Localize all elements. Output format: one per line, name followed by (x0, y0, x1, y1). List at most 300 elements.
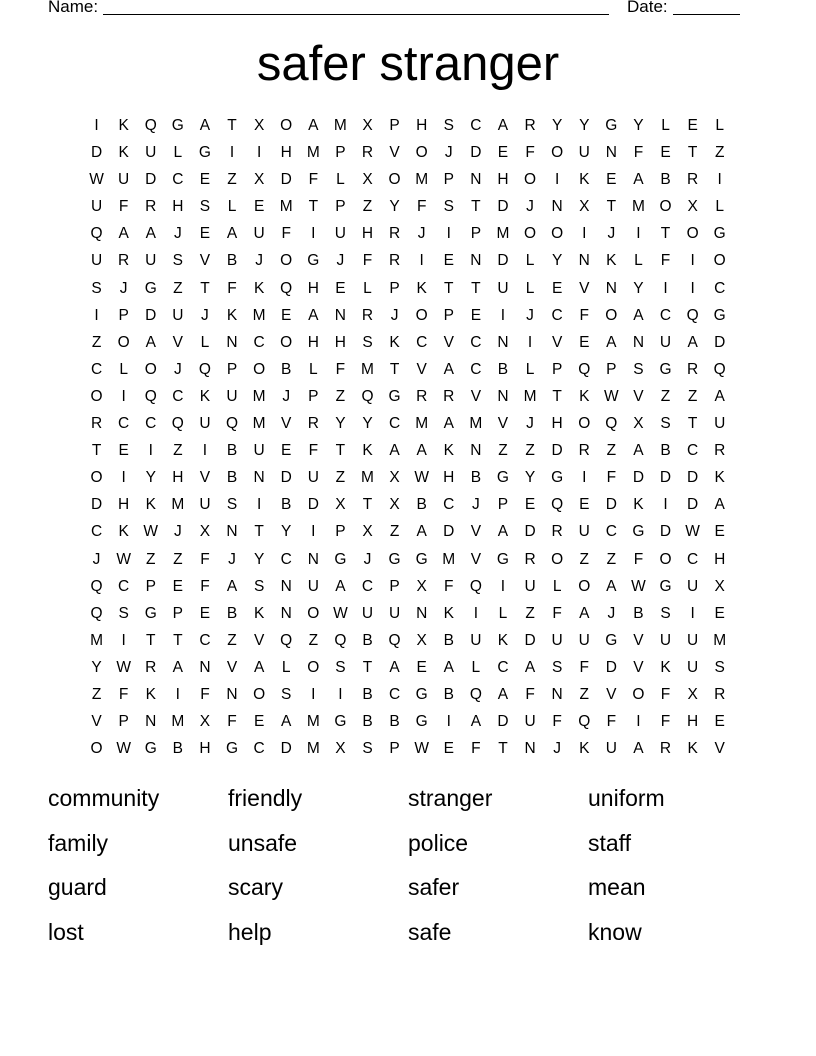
grid-letter[interactable]: U (145, 252, 157, 270)
grid-letter[interactable]: X (362, 117, 373, 134)
grid-letter[interactable]: Z (91, 333, 102, 351)
grid-letter[interactable]: X (389, 469, 400, 487)
grid-letter[interactable]: I (717, 171, 722, 189)
grid-letter[interactable]: Q (171, 415, 184, 433)
grid-letter[interactable]: C (90, 360, 103, 378)
grid-letter[interactable]: N (226, 685, 238, 703)
grid-letter[interactable]: O (551, 225, 564, 243)
grid-letter[interactable]: M (415, 171, 429, 189)
grid-letter[interactable]: I (202, 442, 208, 460)
grid-letter[interactable]: F (118, 198, 129, 216)
grid-letter[interactable]: E (281, 442, 292, 460)
grid-letter[interactable]: M (171, 496, 185, 514)
grid-letter[interactable]: L (525, 279, 535, 297)
grid-letter[interactable]: E (579, 333, 590, 351)
grid-letter[interactable]: U (578, 144, 590, 162)
grid-letter[interactable]: B (470, 469, 482, 487)
grid-letter[interactable]: F (606, 469, 617, 487)
grid-letter[interactable]: E (714, 604, 725, 622)
grid-letter[interactable]: M (713, 631, 727, 649)
grid-letter[interactable]: U (199, 496, 211, 514)
grid-letter[interactable]: Y (579, 117, 590, 134)
grid-letter[interactable]: S (362, 333, 373, 351)
grid-letter[interactable]: D (280, 469, 292, 487)
grid-letter[interactable]: R (443, 387, 455, 405)
grid-letter[interactable]: W (116, 658, 131, 676)
grid-letter[interactable]: A (389, 658, 400, 676)
grid-letter[interactable]: X (416, 577, 427, 595)
grid-letter[interactable]: D (497, 198, 509, 216)
grid-letter[interactable]: G (632, 523, 645, 541)
grid-letter[interactable]: A (633, 171, 644, 189)
grid-letter[interactable]: M (279, 198, 293, 216)
grid-letter[interactable]: S (714, 658, 725, 676)
grid-letter[interactable]: A (335, 577, 346, 595)
grid-letter[interactable]: X (416, 631, 427, 649)
grid-letter[interactable]: I (419, 252, 424, 270)
grid-letter[interactable]: G (415, 685, 428, 703)
grid-letter[interactable]: B (389, 713, 400, 731)
grid-letter[interactable]: A (497, 523, 509, 541)
grid-letter[interactable]: U (659, 631, 672, 649)
grid-letter[interactable]: U (118, 171, 130, 189)
grid-letter[interactable]: K (660, 658, 671, 676)
grid-letter[interactable]: Q (144, 117, 157, 134)
grid-letter[interactable]: Z (579, 685, 589, 703)
grid-letter[interactable]: Y (145, 469, 156, 487)
grid-letter[interactable]: X (579, 198, 590, 216)
grid-letter[interactable]: E (443, 252, 454, 270)
grid-letter[interactable]: E (253, 713, 265, 731)
grid-letter[interactable]: X (335, 496, 346, 514)
grid-letter[interactable]: I (175, 685, 180, 703)
grid-letter[interactable]: P (606, 360, 617, 378)
grid-letter[interactable]: G (713, 306, 726, 324)
grid-letter[interactable]: V (389, 144, 400, 162)
grid-letter[interactable]: G (605, 631, 618, 649)
grid-letter[interactable]: O (90, 740, 103, 758)
grid-letter[interactable]: V (470, 523, 482, 541)
grid-letter[interactable]: C (605, 523, 617, 541)
grid-letter[interactable]: K (579, 740, 590, 758)
grid-letter[interactable]: T (606, 198, 617, 216)
grid-letter[interactable]: K (145, 496, 156, 514)
grid-letter[interactable]: E (524, 496, 536, 514)
grid-letter[interactable]: P (551, 360, 563, 378)
grid-letter[interactable]: D (659, 469, 672, 487)
grid-letter[interactable]: B (226, 252, 238, 270)
grid-letter[interactable]: A (308, 306, 319, 324)
grid-letter[interactable]: X (362, 523, 373, 541)
grid-letter[interactable]: F (200, 577, 210, 595)
grid-letter[interactable]: E (714, 713, 725, 731)
grid-letter[interactable]: Z (335, 387, 346, 405)
grid-letter[interactable]: I (256, 144, 262, 162)
grid-letter[interactable]: D (687, 496, 699, 514)
grid-letter[interactable]: J (173, 225, 182, 243)
grid-letter[interactable]: T (687, 415, 698, 433)
grid-letter[interactable]: S (551, 658, 563, 676)
grid-letter[interactable]: C (687, 442, 699, 460)
grid-letter[interactable]: B (443, 631, 454, 649)
grid-letter[interactable]: T (173, 631, 183, 649)
grid-letter[interactable]: E (416, 658, 427, 676)
grid-letter[interactable]: Y (362, 415, 373, 433)
grid-letter[interactable]: Z (389, 523, 400, 541)
grid-letter[interactable]: M (496, 225, 510, 243)
grid-letter[interactable]: I (121, 387, 126, 405)
grid-letter[interactable]: F (444, 577, 454, 595)
grid-letter[interactable]: O (144, 360, 157, 378)
grid-letter[interactable]: P (470, 225, 482, 243)
grid-letter[interactable]: J (607, 604, 616, 622)
grid-letter[interactable]: B (633, 604, 644, 622)
grid-letter[interactable]: T (362, 658, 373, 676)
grid-letter[interactable]: X (362, 171, 373, 189)
grid-letter[interactable]: K (199, 387, 211, 405)
grid-letter[interactable]: H (334, 333, 346, 351)
grid-letter[interactable]: C (199, 631, 211, 649)
grid-letter[interactable]: V (416, 360, 427, 378)
grid-letter[interactable]: A (633, 442, 644, 460)
grid-letter[interactable]: H (687, 713, 699, 731)
grid-letter[interactable]: K (443, 442, 454, 460)
grid-letter[interactable]: F (308, 171, 319, 189)
grid-letter[interactable]: M (631, 198, 645, 216)
grid-letter[interactable]: K (253, 279, 265, 297)
grid-letter[interactable]: T (200, 279, 210, 297)
grid-letter[interactable]: C (470, 333, 482, 351)
grid-letter[interactable]: H (714, 550, 726, 568)
grid-letter[interactable]: F (660, 685, 671, 703)
grid-letter[interactable]: T (471, 279, 481, 297)
grid-letter[interactable]: W (414, 740, 429, 758)
grid-letter[interactable]: F (362, 252, 373, 270)
grid-letter[interactable]: N (416, 604, 428, 622)
grid-letter[interactable]: B (362, 713, 373, 731)
grid-letter[interactable]: U (388, 604, 401, 622)
grid-letter[interactable]: H (280, 144, 292, 162)
grid-letter[interactable]: A (579, 604, 590, 622)
grid-letter[interactable]: Q (198, 360, 211, 378)
grid-letter[interactable]: X (253, 117, 265, 134)
grid-letter[interactable]: G (334, 713, 347, 731)
grid-letter[interactable]: Q (90, 225, 103, 243)
grid-letter[interactable]: Z (606, 442, 617, 460)
grid-letter[interactable]: T (552, 387, 562, 405)
grid-letter[interactable]: V (633, 658, 644, 676)
grid-letter[interactable]: F (416, 198, 427, 216)
grid-letter[interactable]: O (524, 171, 537, 189)
grid-letter[interactable]: G (496, 469, 509, 487)
grid-letter[interactable]: N (551, 198, 563, 216)
grid-letter[interactable]: Q (551, 496, 564, 514)
grid-letter[interactable]: A (606, 333, 617, 351)
grid-letter[interactable]: I (256, 496, 262, 514)
grid-letter[interactable]: V (199, 252, 211, 270)
grid-letter[interactable]: N (524, 740, 536, 758)
grid-letter[interactable]: G (659, 577, 672, 595)
grid-letter[interactable]: C (443, 496, 455, 514)
grid-letter[interactable]: S (633, 360, 644, 378)
grid-letter[interactable]: D (280, 740, 292, 758)
grid-letter[interactable]: A (253, 658, 265, 676)
grid-letter[interactable]: Y (551, 117, 563, 134)
grid-letter[interactable]: A (199, 117, 211, 134)
grid-letter[interactable]: U (361, 604, 374, 622)
grid-letter[interactable]: D (90, 496, 103, 514)
grid-letter[interactable]: G (198, 144, 211, 162)
grid-letter[interactable]: H (307, 333, 319, 351)
grid-letter[interactable]: V (497, 415, 509, 433)
grid-letter[interactable]: E (172, 577, 183, 595)
grid-letter[interactable]: O (713, 252, 726, 270)
grid-letter[interactable]: V (226, 658, 238, 676)
grid-letter[interactable]: B (416, 496, 427, 514)
grid-letter[interactable]: P (389, 577, 400, 595)
grid-letter[interactable]: Q (225, 415, 239, 433)
grid-letter[interactable]: U (714, 415, 726, 433)
grid-letter[interactable]: I (582, 225, 587, 243)
grid-letter[interactable]: K (579, 171, 590, 189)
grid-letter[interactable]: C (687, 550, 699, 568)
grid-letter[interactable]: G (307, 252, 320, 270)
grid-letter[interactable]: A (226, 225, 238, 243)
grid-letter[interactable]: M (252, 415, 266, 433)
grid-letter[interactable]: R (416, 387, 428, 405)
grid-letter[interactable]: U (90, 252, 103, 270)
grid-letter[interactable]: X (199, 713, 211, 731)
grid-letter[interactable]: O (659, 198, 672, 216)
grid-letter[interactable]: L (281, 658, 291, 676)
grid-letter[interactable]: C (172, 387, 184, 405)
grid-letter[interactable]: K (253, 604, 265, 622)
grid-letter[interactable]: X (335, 740, 346, 758)
grid-letter[interactable]: A (443, 415, 454, 433)
grid-letter[interactable]: T (308, 198, 319, 216)
grid-letter[interactable]: W (414, 469, 429, 487)
grid-letter[interactable]: R (687, 360, 699, 378)
grid-letter[interactable]: I (94, 306, 99, 324)
grid-letter[interactable]: O (388, 171, 401, 189)
grid-letter[interactable]: X (714, 577, 725, 595)
grid-letter[interactable]: D (443, 523, 455, 541)
grid-letter[interactable]: I (690, 279, 695, 297)
grid-letter[interactable]: I (229, 144, 235, 162)
grid-letter[interactable]: K (226, 306, 238, 324)
grid-letter[interactable]: G (388, 387, 401, 405)
grid-letter[interactable]: M (442, 550, 456, 568)
grid-letter[interactable]: Z (687, 387, 698, 405)
grid-letter[interactable]: O (551, 550, 564, 568)
grid-letter[interactable]: X (389, 496, 400, 514)
grid-letter[interactable]: C (280, 550, 292, 568)
grid-letter[interactable]: F (525, 144, 535, 162)
grid-letter[interactable]: X (253, 171, 265, 189)
grid-letter[interactable]: F (227, 279, 237, 297)
grid-letter[interactable]: C (388, 415, 401, 433)
grid-letter[interactable]: B (660, 442, 671, 460)
grid-letter[interactable]: N (253, 469, 265, 487)
grid-letter[interactable]: P (145, 577, 156, 595)
grid-letter[interactable]: I (663, 279, 668, 297)
grid-letter[interactable]: C (470, 117, 482, 134)
grid-letter[interactable]: E (443, 740, 454, 758)
grid-letter[interactable]: K (416, 279, 427, 297)
grid-letter[interactable]: Z (525, 442, 535, 460)
grid-letter[interactable]: A (524, 658, 536, 676)
grid-letter[interactable]: U (605, 740, 617, 758)
grid-letter[interactable]: I (311, 685, 316, 703)
grid-letter[interactable]: Z (525, 604, 535, 622)
grid-letter[interactable]: V (606, 685, 617, 703)
grid-letter[interactable]: A (389, 442, 400, 460)
grid-letter[interactable]: R (90, 415, 103, 433)
grid-letter[interactable]: A (633, 740, 644, 758)
grid-letter[interactable]: P (389, 279, 400, 297)
grid-letter[interactable]: L (634, 252, 643, 270)
grid-letter[interactable]: Y (91, 658, 102, 676)
grid-letter[interactable]: W (89, 171, 104, 189)
grid-letter[interactable]: K (118, 117, 129, 134)
grid-letter[interactable]: J (228, 550, 236, 568)
grid-letter[interactable]: V (714, 740, 725, 758)
grid-letter[interactable]: C (416, 333, 428, 351)
grid-letter[interactable]: P (226, 360, 238, 378)
grid-letter[interactable]: V (633, 387, 644, 405)
grid-letter[interactable]: U (199, 415, 211, 433)
grid-letter[interactable]: J (282, 387, 291, 405)
grid-letter[interactable]: Q (578, 360, 591, 378)
grid-letter[interactable]: I (338, 685, 343, 703)
grid-letter[interactable]: Z (308, 631, 319, 649)
grid-letter[interactable]: F (579, 306, 589, 324)
grid-letter[interactable]: C (118, 577, 130, 595)
grid-letter[interactable]: R (714, 442, 726, 460)
grid-letter[interactable]: T (471, 198, 481, 216)
grid-letter[interactable]: X (687, 198, 698, 216)
grid-letter[interactable]: Z (173, 279, 183, 297)
grid-letter[interactable]: F (660, 713, 671, 731)
grid-letter[interactable]: F (118, 685, 129, 703)
grid-letter[interactable]: J (363, 550, 372, 568)
grid-letter[interactable]: G (496, 550, 509, 568)
grid-letter[interactable]: O (280, 252, 293, 270)
grid-letter[interactable]: F (633, 550, 644, 568)
grid-letter[interactable]: J (119, 279, 128, 297)
grid-letter[interactable]: E (660, 144, 671, 162)
grid-letter[interactable]: Z (335, 469, 346, 487)
grid-letter[interactable]: A (714, 387, 725, 405)
grid-letter[interactable]: J (390, 306, 399, 324)
grid-letter[interactable]: I (121, 469, 126, 487)
grid-letter[interactable]: G (225, 740, 239, 758)
grid-letter[interactable]: L (498, 604, 508, 622)
grid-letter[interactable]: P (118, 306, 129, 324)
grid-letter[interactable]: T (444, 279, 454, 297)
grid-letter[interactable]: R (145, 658, 157, 676)
grid-letter[interactable]: E (335, 279, 346, 297)
grid-letter[interactable]: V (199, 469, 211, 487)
grid-letter[interactable]: S (335, 658, 346, 676)
grid-letter[interactable]: F (471, 740, 481, 758)
grid-letter[interactable]: S (660, 604, 671, 622)
grid-letter[interactable]: C (388, 685, 401, 703)
grid-letter[interactable]: S (660, 415, 671, 433)
grid-letter[interactable]: O (90, 387, 103, 405)
grid-letter[interactable]: J (471, 496, 480, 514)
grid-letter[interactable]: R (145, 198, 157, 216)
grid-letter[interactable]: E (199, 225, 211, 243)
grid-letter[interactable]: T (146, 631, 156, 649)
grid-letter[interactable]: U (687, 577, 699, 595)
grid-letter[interactable]: I (473, 604, 479, 622)
grid-letter[interactable]: C (470, 360, 482, 378)
grid-letter[interactable]: R (714, 685, 726, 703)
grid-letter[interactable]: U (578, 523, 590, 541)
grid-letter[interactable]: J (553, 740, 562, 758)
grid-letter[interactable]: M (361, 469, 374, 487)
grid-letter[interactable]: Z (146, 550, 156, 568)
grid-letter[interactable]: Q (280, 279, 293, 297)
grid-letter[interactable]: M (523, 387, 537, 405)
grid-letter[interactable]: C (172, 171, 184, 189)
grid-letter[interactable]: N (145, 713, 157, 731)
grid-letter[interactable]: D (307, 496, 319, 514)
grid-letter[interactable]: S (281, 685, 292, 703)
grid-letter[interactable]: N (605, 279, 617, 297)
grid-letter[interactable]: D (497, 252, 509, 270)
grid-letter[interactable]: U (145, 144, 157, 162)
grid-letter[interactable]: M (415, 415, 429, 433)
grid-letter[interactable]: C (361, 577, 374, 595)
grid-letter[interactable]: I (311, 225, 316, 243)
grid-letter[interactable]: W (631, 577, 646, 595)
grid-letter[interactable]: U (226, 387, 238, 405)
grid-letter[interactable]: D (90, 144, 103, 162)
grid-letter[interactable]: O (632, 685, 645, 703)
grid-letter[interactable]: Q (605, 415, 618, 433)
grid-letter[interactable]: R (551, 523, 563, 541)
grid-letter[interactable]: Q (144, 387, 157, 405)
grid-letter[interactable]: T (335, 442, 346, 460)
grid-letter[interactable]: G (171, 117, 184, 134)
grid-letter[interactable]: U (578, 631, 590, 649)
grid-letter[interactable]: B (362, 631, 373, 649)
grid-letter[interactable]: F (200, 685, 210, 703)
grid-letter[interactable]: J (607, 225, 616, 243)
grid-letter[interactable]: O (307, 658, 320, 676)
grid-letter[interactable]: D (687, 469, 699, 487)
grid-letter[interactable]: H (497, 171, 509, 189)
grid-letter[interactable]: A (633, 306, 644, 324)
grid-letter[interactable]: O (415, 144, 428, 162)
grid-letter[interactable]: N (497, 387, 509, 405)
grid-letter[interactable]: O (524, 225, 537, 243)
grid-letter[interactable]: B (497, 360, 509, 378)
grid-letter[interactable]: B (226, 469, 238, 487)
grid-letter[interactable]: Q (686, 306, 699, 324)
grid-letter[interactable]: Z (660, 387, 671, 405)
grid-letter[interactable]: N (307, 550, 319, 568)
grid-letter[interactable]: N (470, 442, 482, 460)
grid-letter[interactable]: G (659, 360, 672, 378)
grid-letter[interactable]: G (551, 469, 564, 487)
grid-letter[interactable]: C (714, 279, 726, 297)
grid-letter[interactable]: V (443, 333, 454, 351)
grid-letter[interactable]: Z (227, 631, 237, 649)
grid-letter[interactable]: G (334, 550, 347, 568)
